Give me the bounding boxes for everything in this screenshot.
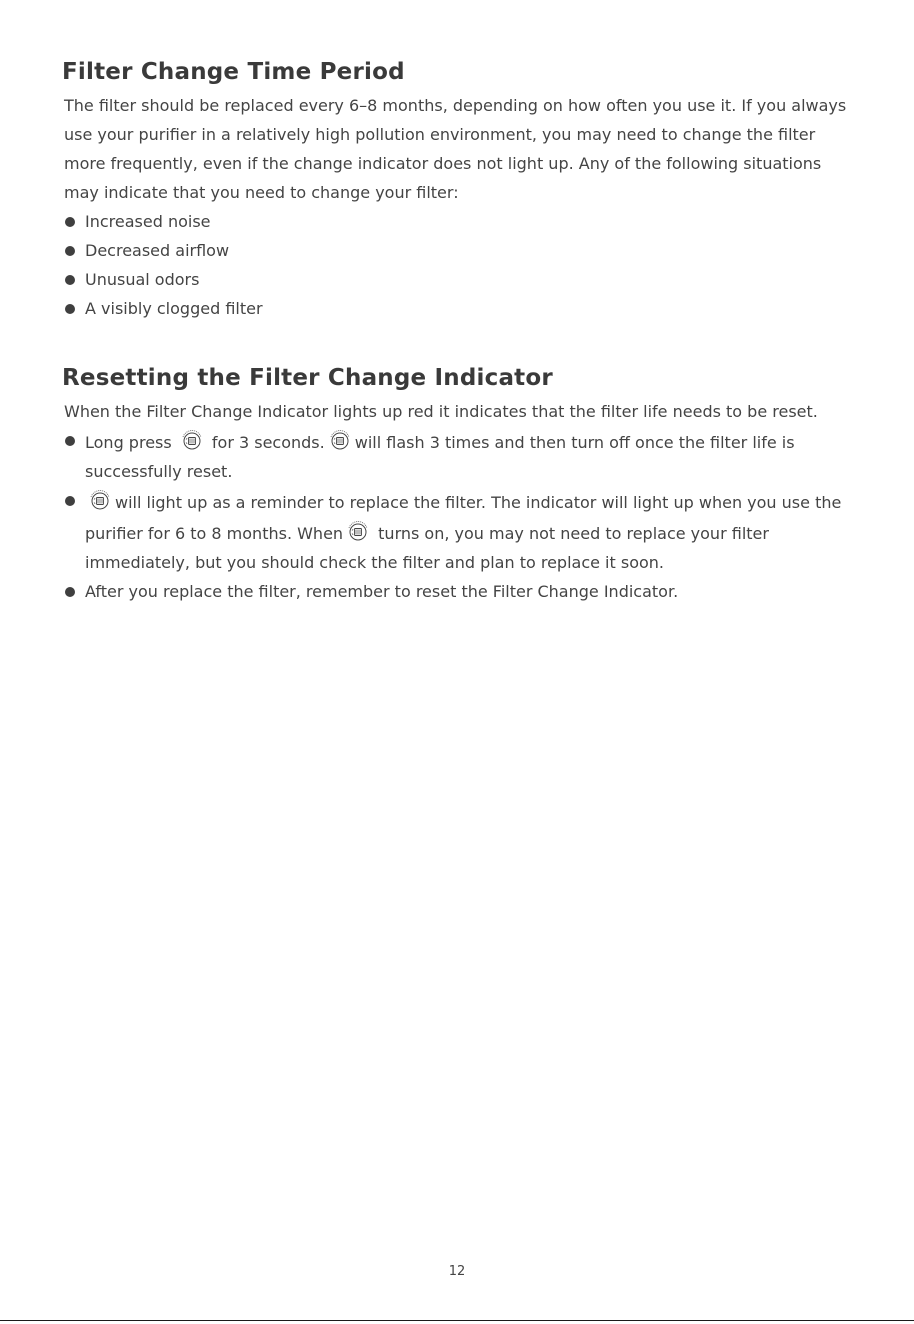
reset-filter-icon [327, 426, 353, 452]
reset-filter-icon [345, 517, 371, 543]
footer-rule [0, 1320, 914, 1321]
bullet-dot [65, 217, 75, 227]
bullet-dot [65, 587, 75, 597]
list-item: A visibly clogged filter [64, 294, 852, 323]
section-heading: Resetting the Filter Change Indicator [62, 365, 553, 391]
section-filter-change-time [62, 57, 852, 323]
bullet-dot [65, 496, 75, 506]
reset-filter-icon [179, 426, 205, 452]
bullet-dot [65, 436, 75, 446]
reset-filter-icon [87, 486, 113, 512]
bullet-dot [65, 246, 75, 256]
section-paragraph: The filter should be replaced every 6–8 months, depending on how often you use it. If you always use your purifier in a relatively high pollution environment, you may need to change the filter more frequently, even if the change indicator does not light up. Any of the following situations may indicate that you need to change your filter: [64, 96, 847, 202]
instruction-list [62, 426, 852, 606]
section-resetting-indicator [62, 363, 852, 606]
symptom-list [62, 207, 852, 323]
list-item: Unusual odors [64, 265, 852, 294]
list-item: Decreased airflow [64, 236, 852, 265]
page-number: 12 [448, 1264, 466, 1279]
list-item: will light up as a reminder to replace the filter. The indicator will light up when you use the purifier for 6 to 8 months. When turns on, you may not need to replace your filter immediately, but you should check the filter and plan to replace it soon. [64, 486, 852, 577]
list-item: Increased noise [64, 207, 852, 236]
bullet-dot [65, 275, 75, 285]
bullet-dot [65, 304, 75, 314]
list-item: Long press for 3 seconds. will flash 3 times and then turn off once the filter life is successfully reset. [64, 426, 852, 486]
section-paragraph: When the Filter Change Indicator lights up red it indicates that the filter life needs to be reset. [64, 402, 818, 421]
list-item: After you replace the filter, remember to reset the Filter Change Indicator. [64, 577, 852, 606]
section-heading: Filter Change Time Period [62, 59, 405, 85]
